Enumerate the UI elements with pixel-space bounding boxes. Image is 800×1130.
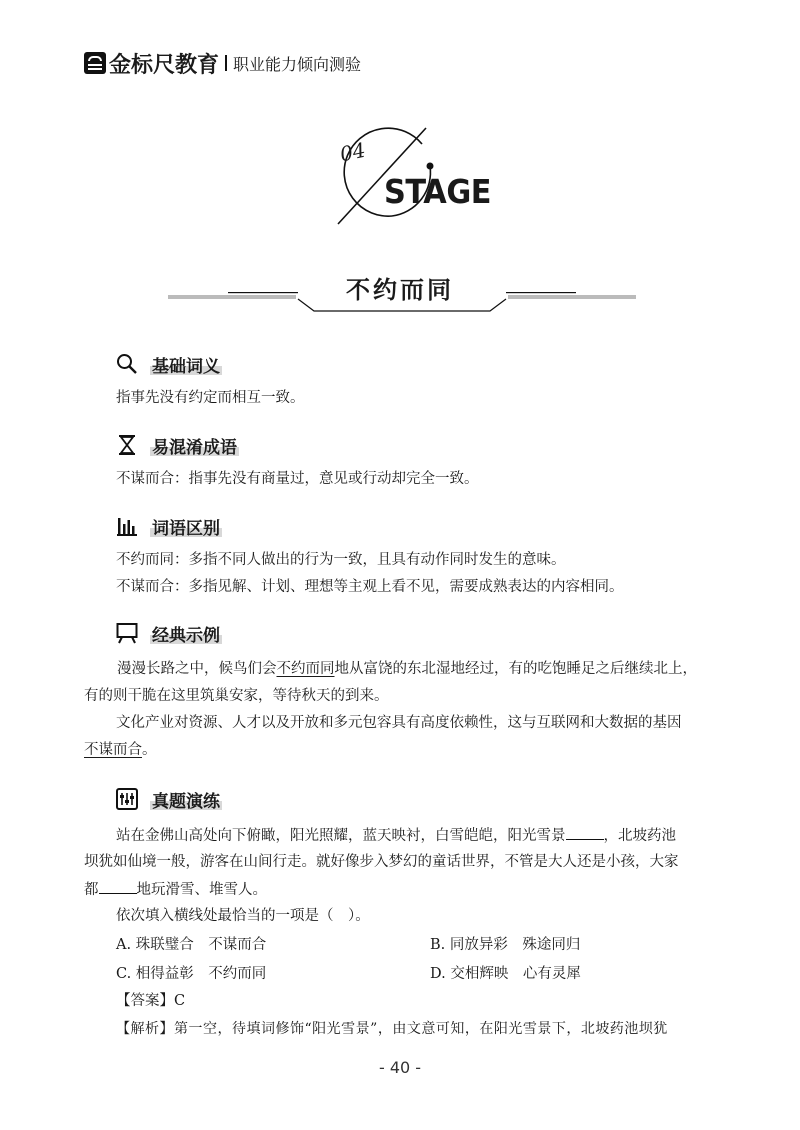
blank-2	[99, 879, 137, 894]
page-title: 不约而同	[346, 275, 454, 304]
analysis: 【解析】第一空，待填词修饰“阳光雪景”，由文意可知，在阳光雪景下，北坡药池坝犹	[116, 1021, 668, 1037]
header-divider	[225, 55, 227, 71]
difference-line-1: 不约而同：多指不同人做出的行为一致，且具有动作同时发生的意味。	[116, 552, 566, 568]
section-heading: 易混淆成语	[150, 433, 239, 458]
question-text: 地玩滑雪、堆雪人。	[136, 882, 267, 898]
section-practice	[116, 787, 222, 811]
question-text: 站在金佛山高处向下俯瞰，阳光照耀，蓝天映衬，白雪皑皑，阳光雪景	[116, 828, 566, 844]
stage-number: 04	[337, 137, 368, 167]
option-a: A. 珠联璧合 不谋而合	[116, 937, 267, 953]
section-word-difference	[116, 514, 222, 538]
section-confusing-idiom	[116, 433, 239, 457]
section-heading: 经典示例	[150, 621, 222, 646]
example-underlined-term: 不约而同	[276, 661, 335, 677]
bar-chart-icon	[116, 515, 138, 537]
option-d: D. 交相辉映 心有灵犀	[430, 966, 581, 982]
example-1-line-2: 有的则干脆在这里筑巢安家，等待秋天的到来。	[84, 688, 389, 704]
difference-line-2: 不谋而合：多指见解、计划、理想等主观上看不见，需要成熟表达的内容相同。	[116, 579, 624, 595]
example-text: 漫漫长路之中，候鸟们会	[117, 661, 277, 677]
example-underlined-term: 不谋而合	[84, 742, 142, 758]
brand-name: 金标尺教育	[109, 52, 220, 78]
presentation-board-icon	[116, 622, 138, 644]
option-c: C. 相得益彰 不约而同	[116, 966, 267, 982]
header-subtitle: 职业能力倾向测验	[233, 54, 362, 74]
section-heading: 真题演练	[150, 787, 222, 812]
hourglass-icon	[116, 434, 138, 456]
basic-meaning-text: 指事先没有约定而相互一致。	[116, 390, 305, 406]
question-line-1	[116, 825, 720, 846]
logo-icon	[84, 52, 106, 74]
sliders-icon	[116, 788, 138, 810]
question-text: ，北坡药池	[603, 828, 676, 844]
confusing-idiom-text: 不谋而合：指事先没有商量过，意见或行动却完全一致。	[116, 471, 479, 487]
stage-label: STAGE	[384, 172, 492, 211]
question-line-3	[84, 879, 688, 900]
example-2-line-1: 文化产业对资源、人才以及开放和多元包容具有高度依赖性，这与互联网和大数据的基因	[116, 715, 682, 731]
example-2-line-2	[84, 740, 688, 760]
blank-1	[566, 825, 604, 840]
question-prompt: 依次填入横线处最恰当的一项是（ ）。	[116, 908, 370, 924]
section-heading: 词语区别	[150, 514, 222, 539]
example-text: 地从富饶的东北湿地经过，有的吃饱睡足之后继续北上，	[334, 661, 697, 677]
question-line-2: 坝犹如仙境一般，游客在山间行走。就好像步入梦幻的童话世界，不管是大人还是小孩，大家	[84, 854, 679, 870]
section-basic-meaning	[116, 352, 222, 376]
option-b: B. 同放异彩 殊途同归	[430, 937, 581, 953]
section-classic-examples	[116, 621, 222, 645]
section-heading: 基础词义	[150, 352, 222, 377]
magnifier-icon	[116, 353, 138, 375]
example-text: 。	[142, 742, 157, 758]
page-number: - 40 -	[378, 1058, 422, 1077]
question-text: 都	[84, 882, 99, 898]
answer: 【答案】C	[116, 993, 186, 1009]
page-header	[84, 48, 361, 78]
example-1-line-1	[116, 659, 720, 679]
